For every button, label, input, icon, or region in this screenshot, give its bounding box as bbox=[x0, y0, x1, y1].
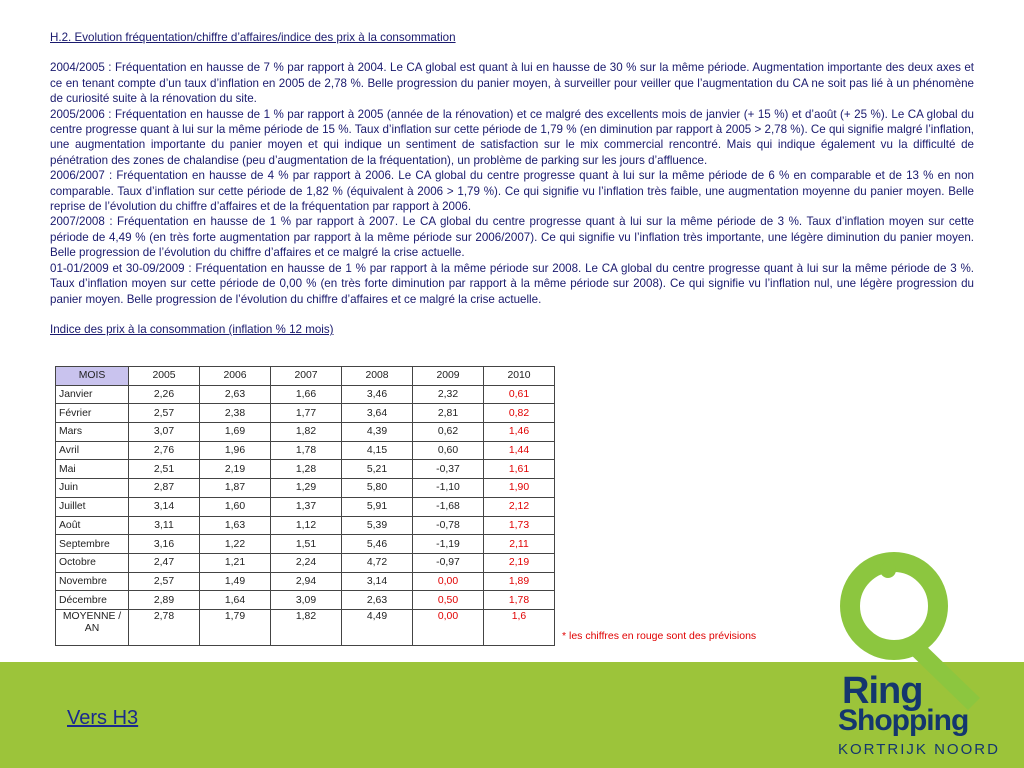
value-cell-2006: 1,60 bbox=[200, 497, 271, 516]
value-cell-2010: 1,6 bbox=[484, 609, 555, 645]
value-cell-2010: 2,12 bbox=[484, 497, 555, 516]
value-cell-2006: 1,21 bbox=[200, 553, 271, 572]
value-cell-2010: 0,61 bbox=[484, 385, 555, 404]
value-cell-2007: 1,77 bbox=[271, 404, 342, 423]
value-cell-2007: 2,94 bbox=[271, 572, 342, 591]
month-cell: Mars bbox=[56, 423, 129, 442]
value-cell-2005: 2,57 bbox=[129, 404, 200, 423]
value-cell-2007: 1,28 bbox=[271, 460, 342, 479]
month-cell: Janvier bbox=[56, 385, 129, 404]
table-body bbox=[56, 385, 555, 645]
table-row bbox=[56, 591, 555, 610]
value-cell-2006: 1,64 bbox=[200, 591, 271, 610]
header-cell-2006: 2006 bbox=[200, 367, 271, 386]
table-average-row bbox=[56, 609, 555, 645]
value-cell-2008: 3,64 bbox=[342, 404, 413, 423]
table-row bbox=[56, 516, 555, 535]
month-cell: Octobre bbox=[56, 553, 129, 572]
value-cell-2005: 2,89 bbox=[129, 591, 200, 610]
month-cell: Septembre bbox=[56, 535, 129, 554]
value-cell-2005: 3,16 bbox=[129, 535, 200, 554]
value-cell-2006: 1,79 bbox=[200, 609, 271, 645]
paragraph-2007-2008: 2007/2008 : Fréquentation en hausse de 1 % par rapport à 2007. Le CA global du centre progresse quant à lui sur la même période de 3 %. Taux d’inflation moyen sur cette période de 4,49 % (en très forte augmentation par rapport à la même période sur 2006/2007). Ce qui signifie vu l’inflation très importante, une légère diminution du panier moyen. Belle progression de l’évolution du chiffre d’affaires et ce malgré la crise actuelle. bbox=[50, 215, 974, 260]
forecast-note: * les chiffres en rouge sont des prévisions bbox=[562, 630, 757, 642]
value-cell-2005: 2,51 bbox=[129, 460, 200, 479]
table-row bbox=[56, 385, 555, 404]
value-cell-2008: 5,46 bbox=[342, 535, 413, 554]
value-cell-2006: 2,38 bbox=[200, 404, 271, 423]
value-cell-2007: 2,24 bbox=[271, 553, 342, 572]
value-cell-2007: 1,82 bbox=[271, 423, 342, 442]
value-cell-2005: 2,76 bbox=[129, 441, 200, 460]
value-cell-2006: 1,96 bbox=[200, 441, 271, 460]
section-heading: H.2. Evolution fréquentation/chiffre d’affaires/indice des prix à la consommation bbox=[50, 31, 456, 44]
month-cell: Mai bbox=[56, 460, 129, 479]
value-cell-2010: 1,89 bbox=[484, 572, 555, 591]
header-cell-2010: 2010 bbox=[484, 367, 555, 386]
value-cell-2009: 2,32 bbox=[413, 385, 484, 404]
month-cell: Avril bbox=[56, 441, 129, 460]
month-cell: MOYENNE / AN bbox=[56, 609, 129, 645]
value-cell-2008: 5,39 bbox=[342, 516, 413, 535]
value-cell-2007: 1,66 bbox=[271, 385, 342, 404]
value-cell-2010: 1,61 bbox=[484, 460, 555, 479]
month-cell: Novembre bbox=[56, 572, 129, 591]
value-cell-2010: 1,73 bbox=[484, 516, 555, 535]
value-cell-2009: 0,50 bbox=[413, 591, 484, 610]
header-cell-2007: 2007 bbox=[271, 367, 342, 386]
table-row bbox=[56, 572, 555, 591]
value-cell-2008: 2,63 bbox=[342, 591, 413, 610]
header-cell-2008: 2008 bbox=[342, 367, 413, 386]
header-cell-month: MOIS bbox=[56, 367, 129, 386]
value-cell-2005: 2,47 bbox=[129, 553, 200, 572]
value-cell-2008: 3,14 bbox=[342, 572, 413, 591]
value-cell-2008: 5,80 bbox=[342, 479, 413, 498]
value-cell-2007: 3,09 bbox=[271, 591, 342, 610]
table-row bbox=[56, 423, 555, 442]
table-row bbox=[56, 460, 555, 479]
value-cell-2009: 2,81 bbox=[413, 404, 484, 423]
value-cell-2009: -1,10 bbox=[413, 479, 484, 498]
value-cell-2008: 4,49 bbox=[342, 609, 413, 645]
paragraph-2009: 01-01/2009 et 30-09/2009 : Fréquentation en hausse de 1 % par rapport à la même période sur 2008. Le CA global du centre progresse quant à lui sur la même période de 3 %. Taux d’inflation moyen sur cette période de 0,00 % (en très forte diminution par rapport à la même période sur 2008). Ce qui signifie vu l’inflation nul, une légère progression du panier moyen. Belle progression de l’évolution du chiffre d’affaires et ce malgré la crise actuelle. bbox=[50, 261, 974, 306]
value-cell-2009: 0,00 bbox=[413, 609, 484, 645]
value-cell-2005: 3,07 bbox=[129, 423, 200, 442]
inflation-table bbox=[55, 366, 555, 646]
value-cell-2007: 1,82 bbox=[271, 609, 342, 645]
value-cell-2007: 1,37 bbox=[271, 497, 342, 516]
value-cell-2008: 3,46 bbox=[342, 385, 413, 404]
value-cell-2006: 1,49 bbox=[200, 572, 271, 591]
table-row bbox=[56, 404, 555, 423]
month-cell: Juin bbox=[56, 479, 129, 498]
value-cell-2010: 2,11 bbox=[484, 535, 555, 554]
table-row bbox=[56, 479, 555, 498]
value-cell-2006: 2,19 bbox=[200, 460, 271, 479]
value-cell-2007: 1,78 bbox=[271, 441, 342, 460]
value-cell-2006: 1,87 bbox=[200, 479, 271, 498]
value-cell-2006: 2,63 bbox=[200, 385, 271, 404]
next-section-link[interactable]: Vers H3 bbox=[67, 707, 139, 729]
value-cell-2009: -0,37 bbox=[413, 460, 484, 479]
month-cell: Juillet bbox=[56, 497, 129, 516]
value-cell-2010: 0,82 bbox=[484, 404, 555, 423]
value-cell-2008: 4,72 bbox=[342, 553, 413, 572]
main-content bbox=[50, 30, 974, 337]
value-cell-2005: 2,57 bbox=[129, 572, 200, 591]
value-cell-2006: 1,69 bbox=[200, 423, 271, 442]
value-cell-2005: 3,14 bbox=[129, 497, 200, 516]
value-cell-2010: 1,78 bbox=[484, 591, 555, 610]
value-cell-2009: -0,78 bbox=[413, 516, 484, 535]
logo-text-shopping: Shopping bbox=[838, 704, 969, 737]
value-cell-2006: 1,63 bbox=[200, 516, 271, 535]
logo-text-kortrijk-noord: KORTRIJK NOORD bbox=[838, 741, 1000, 758]
value-cell-2008: 5,91 bbox=[342, 497, 413, 516]
value-cell-2005: 2,78 bbox=[129, 609, 200, 645]
table-row bbox=[56, 553, 555, 572]
paragraph-2004-2005: 2004/2005 : Fréquentation en hausse de 7 % par rapport à 2004. Le CA global est quant à lui en hausse de 30 % sur la même période. Augmentation importante des deux axes et ce en tenant compte d’un taux d’inflation en 2005 de 2,78 %. Belle progression du panier moyen, à surveiller pour veiller que l’augmentation du CA ne soit pas lié à un phénomène de curiosité suite à la rénovation du site. bbox=[50, 61, 974, 106]
table-header-row bbox=[56, 367, 555, 386]
value-cell-2010: 2,19 bbox=[484, 553, 555, 572]
month-cell: Février bbox=[56, 404, 129, 423]
value-cell-2005: 2,87 bbox=[129, 479, 200, 498]
value-cell-2009: 0,62 bbox=[413, 423, 484, 442]
logo-text-ring: Ring bbox=[842, 670, 923, 712]
value-cell-2007: 1,12 bbox=[271, 516, 342, 535]
value-cell-2009: -1,68 bbox=[413, 497, 484, 516]
value-cell-2008: 4,15 bbox=[342, 441, 413, 460]
header-cell-2009: 2009 bbox=[413, 367, 484, 386]
value-cell-2006: 1,22 bbox=[200, 535, 271, 554]
value-cell-2007: 1,51 bbox=[271, 535, 342, 554]
table-row bbox=[56, 441, 555, 460]
header-cell-2005: 2005 bbox=[129, 367, 200, 386]
table-title: Indice des prix à la consommation (inflation % 12 mois) bbox=[50, 322, 334, 336]
value-cell-2005: 2,26 bbox=[129, 385, 200, 404]
paragraph-2005-2006: 2005/2006 : Fréquentation en hausse de 1 % par rapport à 2005 (année de la rénovation) et ce malgré des excellents mois de janvier (+ 15 %) et d’août (+ 25 %). Le CA global du centre progresse quant à lui sur la même période de 15 %. Taux d’inflation sur cette période de 1,79 % (en diminution par rapport à 2005 > 2,78 %). Ce qui signifie malgré l’inflation, une augmentation importante du panier moyen et qui indique un sentiment de satisfaction sur le mix commercial rencontré. Mais qui indique également vu la difficulté de pénétration des zones de chalandise (peu d’augmentation de la fréquentation), un problème de parking sur les jours d’affluence. bbox=[50, 107, 974, 167]
value-cell-2008: 5,21 bbox=[342, 460, 413, 479]
paragraph-2006-2007: 2006/2007 : Fréquentation en hausse de 4 % par rapport à 2006. Le CA global du centre progresse quant à lui sur la même période de 6 % en comparable et de 13 % en non comparable. Taux d’inflation sur cette période de 1,82 % (équivalent à 2006 > 1,79 %). Ce qui signifie vu l’inflation très faible, une augmentation moyenne du panier moyen. Belle reprise de l’évolution du chiffre d’affaires et de la fréquentation par rapport à 2006. bbox=[50, 169, 974, 214]
value-cell-2009: 0,60 bbox=[413, 441, 484, 460]
value-cell-2005: 3,11 bbox=[129, 516, 200, 535]
value-cell-2007: 1,29 bbox=[271, 479, 342, 498]
value-cell-2008: 4,39 bbox=[342, 423, 413, 442]
value-cell-2009: -1,19 bbox=[413, 535, 484, 554]
table-row bbox=[56, 497, 555, 516]
month-cell: Août bbox=[56, 516, 129, 535]
value-cell-2009: 0,00 bbox=[413, 572, 484, 591]
value-cell-2009: -0,97 bbox=[413, 553, 484, 572]
month-cell: Décembre bbox=[56, 591, 129, 610]
value-cell-2010: 1,44 bbox=[484, 441, 555, 460]
table-row bbox=[56, 535, 555, 554]
value-cell-2010: 1,46 bbox=[484, 423, 555, 442]
value-cell-2010: 1,90 bbox=[484, 479, 555, 498]
